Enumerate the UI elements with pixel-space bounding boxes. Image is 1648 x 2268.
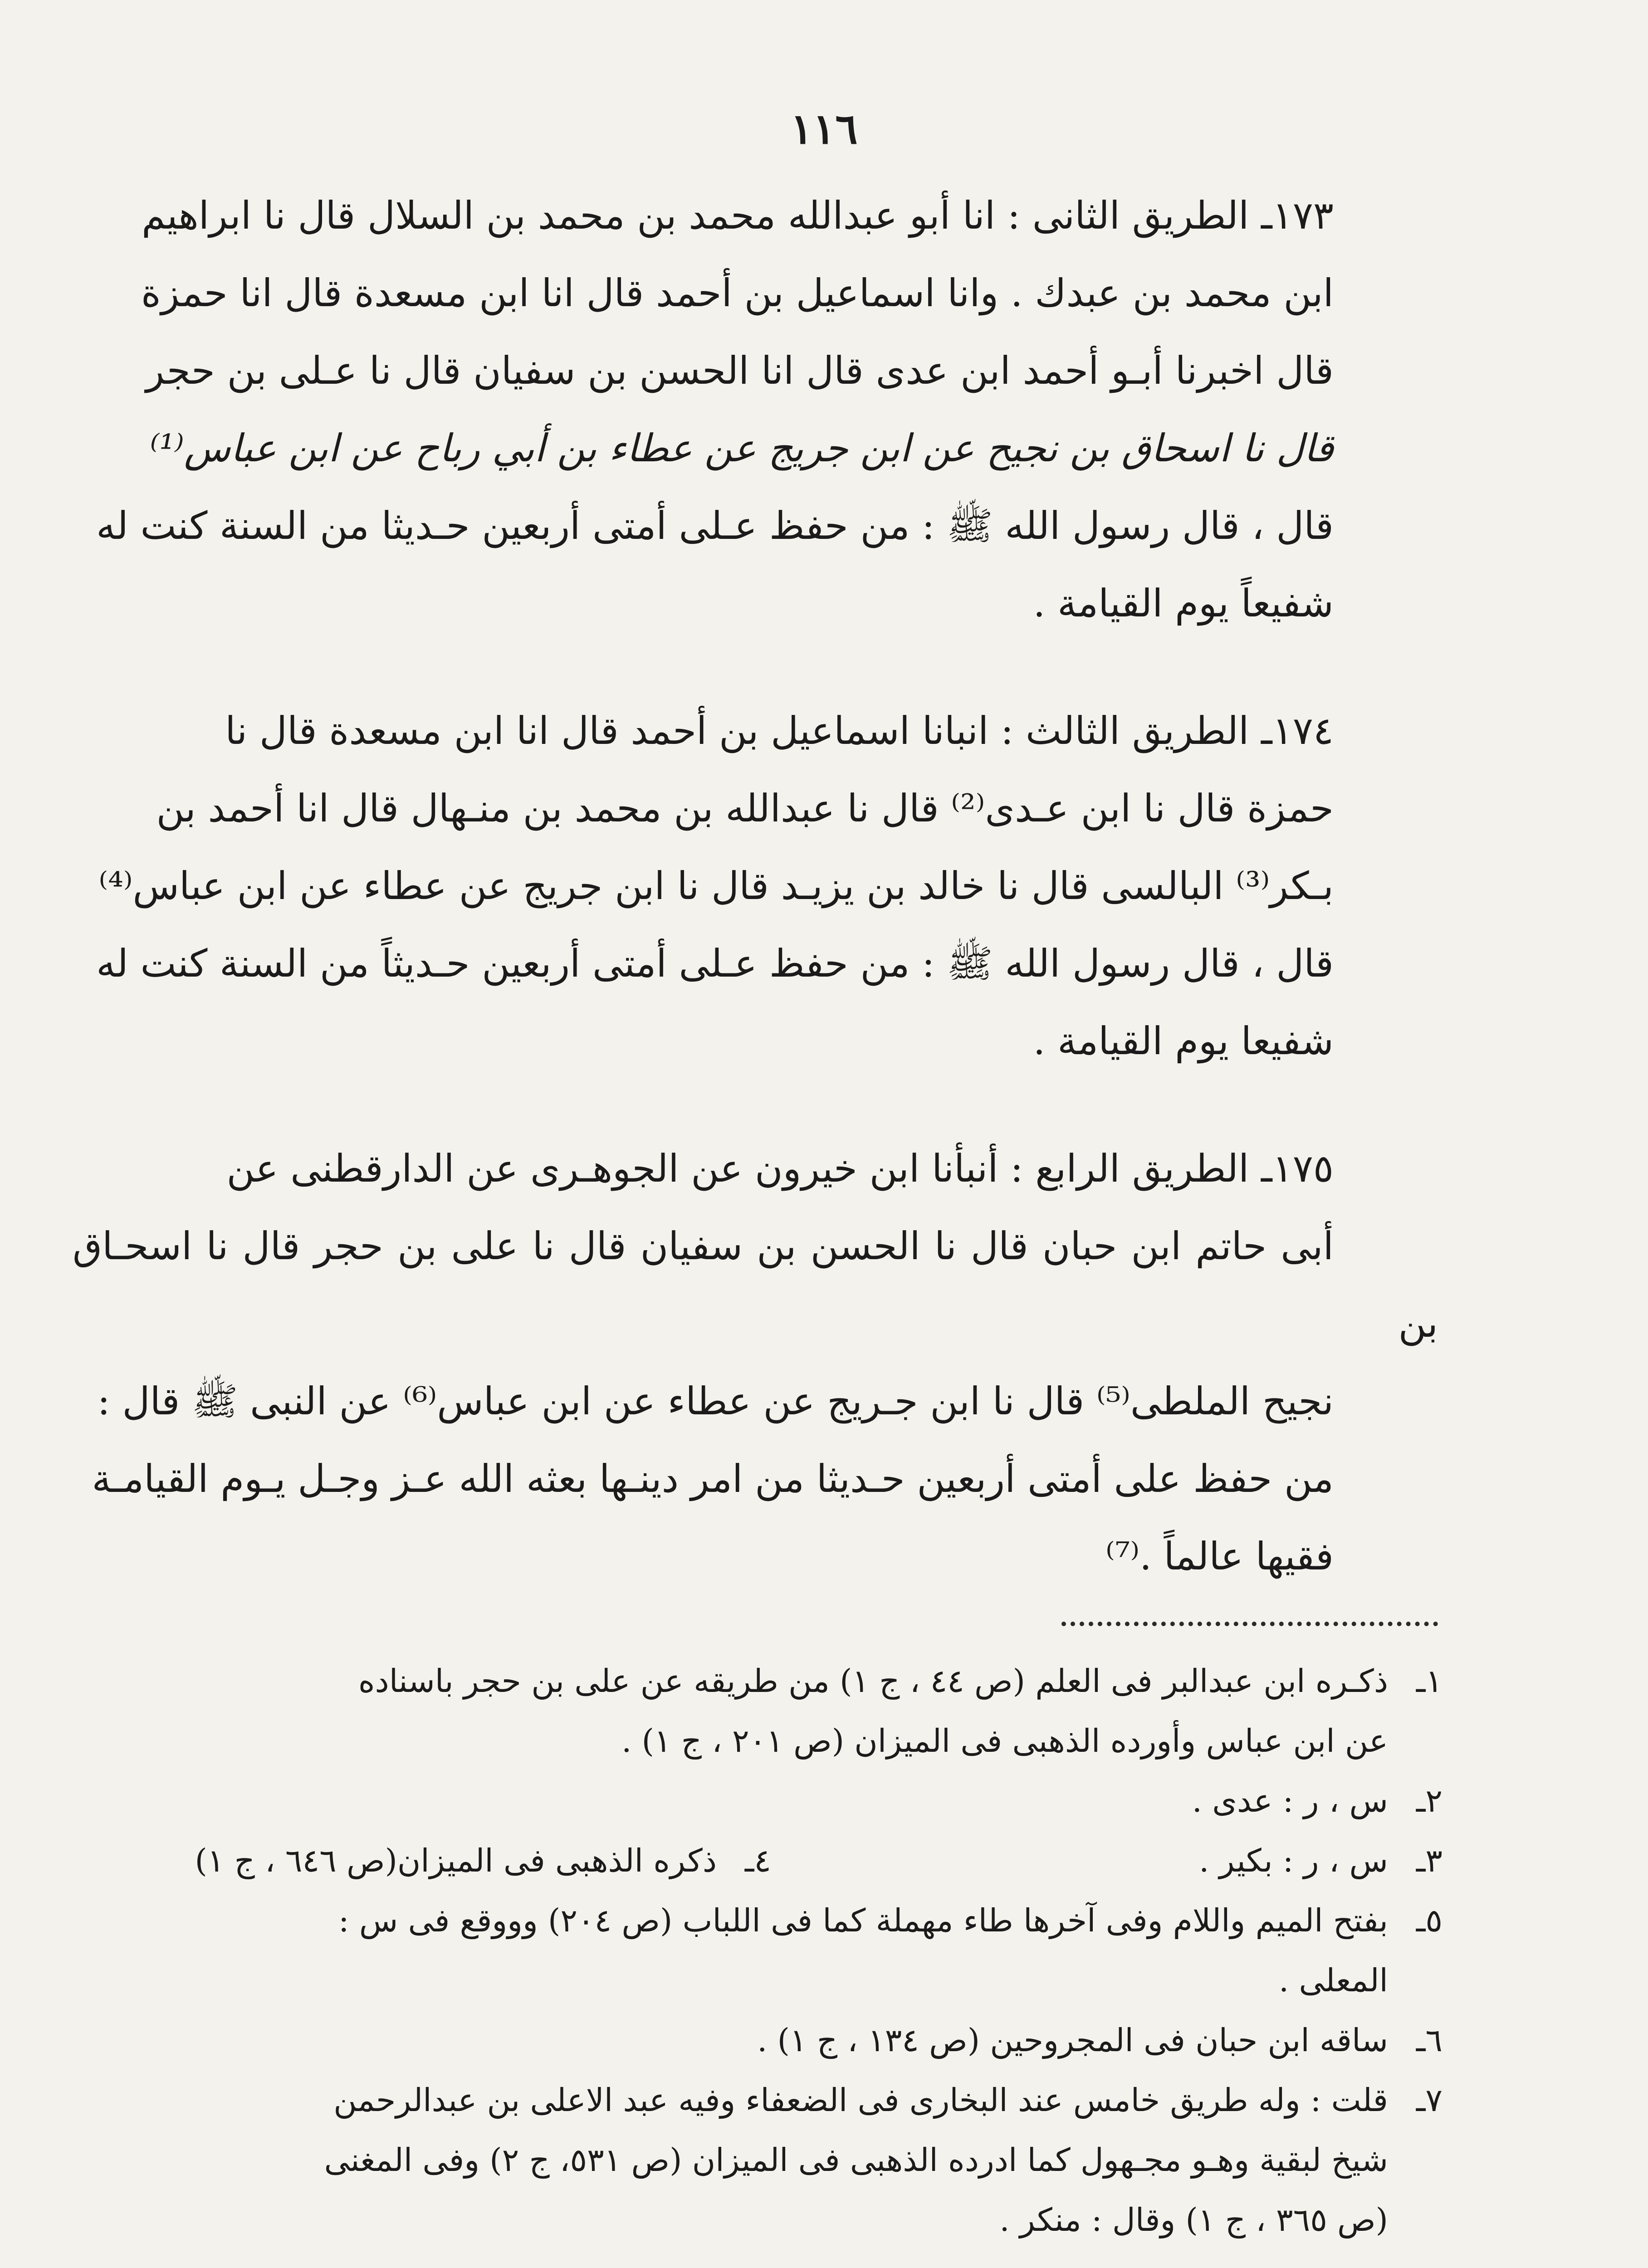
footnote-text: س ، ر : عدى . — [1192, 1782, 1388, 1819]
text-line: نجيح الملطى⁽⁵⁾ قال نا ابن جـريج عن عطاء عن ابن عباس⁽⁶⁾ عن النبى ﷺ قال : — [97, 1379, 1334, 1423]
footnote-4 — [100, 1831, 771, 1891]
footnote-5 — [100, 1891, 1443, 2010]
footnote-row-3-4 — [100, 1831, 1443, 1891]
text-line: بـكر⁽³⁾ البالسى قال نا خالد بن يزيـد قال نا ابن جريج عن عطاء عن ابن عباس⁽⁴⁾ — [98, 864, 1334, 908]
footnote-text: (ص ٣٦٥ ، ج ١) وقال : منكر . — [999, 2201, 1388, 2239]
footnote-text: ساقه ابن حبان فى المجروحين (ص ١٣٤ ، ج ١) . — [757, 2022, 1388, 2059]
text-line: ١٧٤ـ الطريق الثالث : انبانا اسماعيل بن أحمد قال انا ابن مسعدة قال نا — [225, 709, 1334, 753]
footnote-7 — [100, 2070, 1443, 2250]
text-line: قال ، قال رسول الله ﷺ : من حفظ عـلى أمتى أربعين حـديثا من السنة كنت له — [96, 503, 1334, 548]
footnote-text: المعلى . — [1278, 1962, 1388, 1999]
footnote-number: ٢ـ — [1416, 1782, 1443, 1819]
text-line: حمزة قال نا ابن عـدى⁽²⁾ قال نا عبدالله بن محمد بن منـهال قال انا أحمد بن — [156, 786, 1334, 831]
text-line: قال اخبرنا أبـو أحمد ابن عدى قال انا الحسن بن سفيان قال نا عـلى بن حجر — [146, 348, 1334, 393]
footnote-text: قلت : وله طريق خامس عند البخارى فى الضعفاء وفيه عبد الاعلى بن عبدالرحمن — [333, 2082, 1388, 2119]
text-line: شفيعا يوم القيامة . — [1033, 1019, 1334, 1063]
footnote-3 — [771, 1831, 1443, 1891]
text-line: أبى حاتم ابن حبان قال نا الحسن بن سفيان قال نا على بن حجر قال نا اسحـاق بن — [73, 1224, 1438, 1346]
footnote-text: ذكـره ابن عبدالبر فى العلم (ص ٤٤ ، ج ١) من طريقه عن على بن حجر باسناده — [358, 1662, 1388, 1700]
footnote-number: ١ـ — [1416, 1662, 1443, 1700]
footnote-text: عن ابن عباس وأورده الذهبى فى الميزان (ص ٢٠١ ، ج ١) . — [621, 1722, 1388, 1760]
text-line-italic: قال نا اسحاق بن نجيح عن ابن جريج عن عطاء بن أبي رباح عن ابن عباس⁽¹⁾ — [150, 426, 1334, 470]
footnote-text: ذكره الذهبى فى الميزان(ص ٦٤٦ ، ج ١) — [195, 1842, 717, 1879]
paragraph-173 — [73, 177, 1438, 642]
footnote-number: ٣ـ — [1416, 1842, 1443, 1879]
text-line: فقيها عالماً .⁽⁷⁾ — [1105, 1534, 1334, 1579]
text-line: شفيعاً يوم القيامة . — [1033, 581, 1334, 626]
footnote-number: ٥ـ — [1416, 1902, 1443, 1939]
footnote-text: بفتح الميم واللام وفى آخرها طاء مهملة كما فى اللباب (ص ٢٠٤) وووقع فى س : — [338, 1902, 1388, 1939]
text-line: قال ، قال رسول الله ﷺ : من حفظ عـلى أمتى أربعين حـديثاً من السنة كنت له — [96, 941, 1334, 986]
page-number: ١١٦ — [790, 104, 858, 153]
text-line: ١٧٣ـ الطريق الثانى : انا أبو عبدالله محمد بن محمد بن السلال قال نا ابراهيم — [142, 193, 1334, 238]
footnote-number: ٦ـ — [1416, 2022, 1443, 2059]
paragraph-175 — [73, 1130, 1438, 1595]
text-line: ابن محمد بن عبدك . وانا اسماعيل بن أحمد قال انا ابن مسعدة قال انا حمزة — [141, 271, 1334, 315]
text-line: ١٧٥ـ الطريق الرابع : أنبأنا ابن خيرون عن الجوهـرى عن الدارقطنى عن — [226, 1146, 1334, 1191]
footnote-2 — [100, 1771, 1443, 1831]
footnote-6 — [100, 2010, 1443, 2070]
footnote-divider — [1061, 1622, 1438, 1626]
footnote-number: ٤ـ — [744, 1842, 771, 1879]
body-text — [73, 177, 1438, 1645]
footnote-1 — [100, 1651, 1443, 1771]
paragraph-174 — [73, 692, 1438, 1080]
footnote-text: شيخ لبقية وهـو مجـهول كما ادرده الذهبى فى الميزان (ص ٥٣١، ج ٢) وفى المغنى — [324, 2141, 1388, 2179]
footnote-text: س ، ر : بكير . — [1199, 1842, 1388, 1879]
text-line: من حفظ على أمتى أربعين حـديثا من امر دينـها بعثه الله عـز وجـل يـوم القيامـة — [92, 1457, 1334, 1501]
footnote-number: ٧ـ — [1416, 2082, 1443, 2119]
footnotes — [100, 1651, 1443, 2250]
